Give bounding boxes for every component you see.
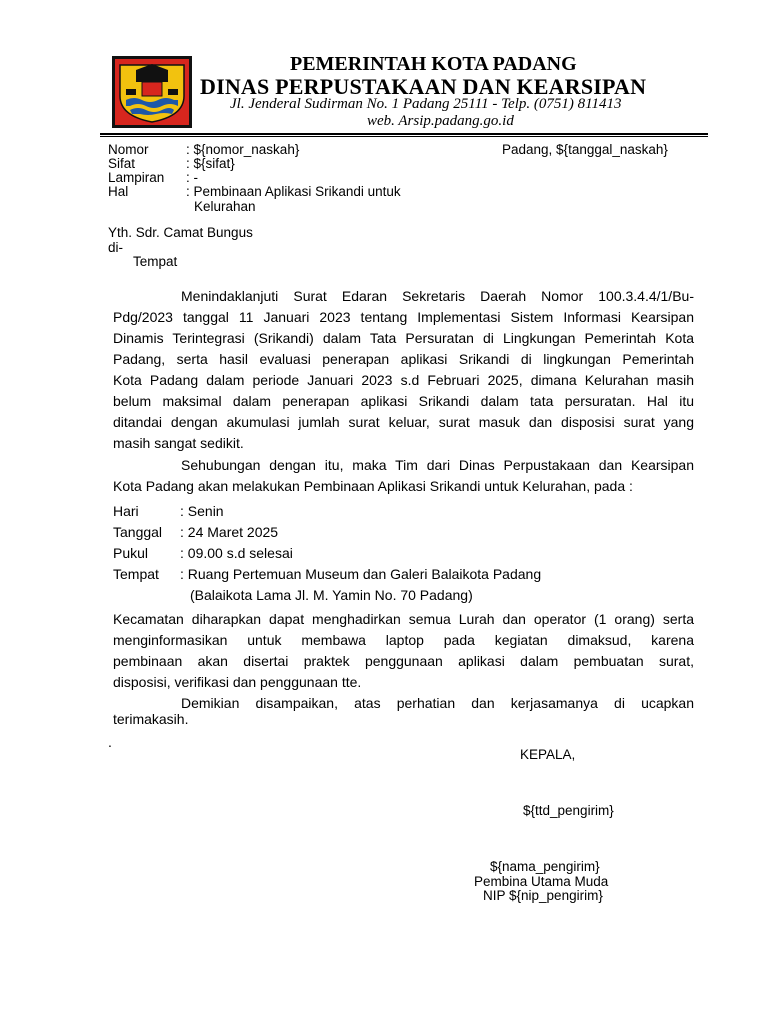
city-emblem-logo	[112, 56, 192, 128]
closing-line: terimakasih.	[113, 711, 189, 727]
signer-rank: Pembina Utama Muda	[474, 874, 609, 889]
p3-line: Kecamatan diharapkan dapat menghadirkan semua Lurah dan operator (1 orang) serta	[113, 611, 694, 627]
p2-line: Sehubungan dengan itu, maka Tim dari Dinas Perpustakaan dan Kearsipan	[181, 457, 694, 473]
letterhead-divider	[100, 133, 708, 135]
tempat-value: : Ruang Pertemuan Museum dan Galeri Balaikota Padang	[180, 566, 542, 582]
stray-dot: .	[108, 734, 112, 750]
pukul-label: Pukul	[113, 545, 149, 561]
p1-line: ditandai dengan akumulasi jumlah surat keluar, surat masuk dan disposisi surat yang	[113, 414, 694, 430]
signature-placeholder: ${ttd_pengirim}	[523, 803, 614, 818]
hal-value-continued: Kelurahan	[194, 199, 256, 214]
p2-line: Kota Padang akan melakukan Pembinaan Aplikasi Srikandi untuk Kelurahan, pada :	[113, 478, 633, 494]
letterhead-divider-thin	[100, 136, 708, 137]
place-date: Padang, ${tanggal_naskah}	[502, 142, 668, 157]
tempat-label: Tempat	[113, 566, 159, 582]
closing-line: Demikian disampaikan, atas perhatian dan kerjasamanya di ucapkan	[181, 695, 694, 711]
recipient-di: di-	[108, 240, 124, 255]
nomor-label: Nomor	[108, 142, 149, 157]
p1-line: Kota Padang dalam periode Januari 2023 s.d Februari 2025, dimana Kelurahan masih	[113, 372, 694, 388]
p1-line: masih sangat sedikit.	[113, 435, 244, 451]
tempat-value-continued: (Balaikota Lama Jl. M. Yamin No. 70 Padang)	[190, 587, 473, 603]
p1-line: Pdg/2023 tanggal 11 Januari 2023 tentang Implementasi Sistem Informasi Kearsipan	[113, 309, 694, 325]
lampiran-value: : -	[186, 170, 198, 185]
sifat-value: : ${sifat}	[186, 156, 235, 171]
sifat-label: Sifat	[108, 156, 136, 171]
letterhead-government: PEMERINTAH KOTA PADANG	[290, 53, 577, 75]
lampiran-label: Lampiran	[108, 170, 165, 185]
hari-value: : Senin	[180, 503, 224, 519]
nomor-value: : ${nomor_naskah}	[186, 142, 300, 157]
hal-value: : Pembinaan Aplikasi Srikandi untuk	[186, 184, 401, 199]
tanggal-value: : 24 Maret 2025	[180, 524, 279, 540]
p1-line: Menindaklanjuti Surat Edaran Sekretaris Daerah Nomor 100.3.4.4/1/Bu-	[181, 288, 694, 304]
recipient-name: Yth. Sdr. Camat Bungus	[108, 225, 253, 240]
letterhead-agency: DINAS PERPUSTAKAAN DAN KEARSIPAN	[200, 74, 647, 99]
letterhead-web: web. Arsip.padang.go.id	[367, 113, 514, 129]
p1-line: Padang, serta hasil evaluasi penerapan aplikasi Srikandi di lingkungan Pemerintah	[113, 351, 694, 367]
signer-name: ${nama_pengirim}	[490, 859, 600, 874]
hari-label: Hari	[113, 503, 139, 519]
signature-title: KEPALA,	[520, 747, 576, 762]
pukul-value: : 09.00 s.d selesai	[180, 545, 293, 561]
tanggal-label: Tanggal	[113, 524, 163, 540]
recipient-place: Tempat	[133, 254, 178, 269]
p1-line: Dinamis Terintegrasi (Srikandi) dalam Tata Persuratan di Lingkungan Pemerintah Kota	[113, 330, 694, 346]
p3-line: disposisi, verifikasi dan penggunaan tte.	[113, 674, 362, 690]
hal-label: Hal	[108, 184, 129, 199]
signer-nip: NIP ${nip_pengirim}	[483, 888, 603, 903]
p3-line: pembinaan akan disertai praktek penggunaan aplikasi dalam pembuatan surat,	[113, 653, 694, 669]
p1-line: belum maksimal dalam penerapan aplikasi Srikandi dalam tata persuratan. Hal itu	[113, 393, 694, 409]
letterhead-address: Jl. Jenderal Sudirman No. 1 Padang 25111 - Telp. (0751) 811413	[230, 96, 622, 112]
p3-line: menginformasikan untuk membawa laptop pada kegiatan dimaksud, karena	[113, 632, 694, 648]
